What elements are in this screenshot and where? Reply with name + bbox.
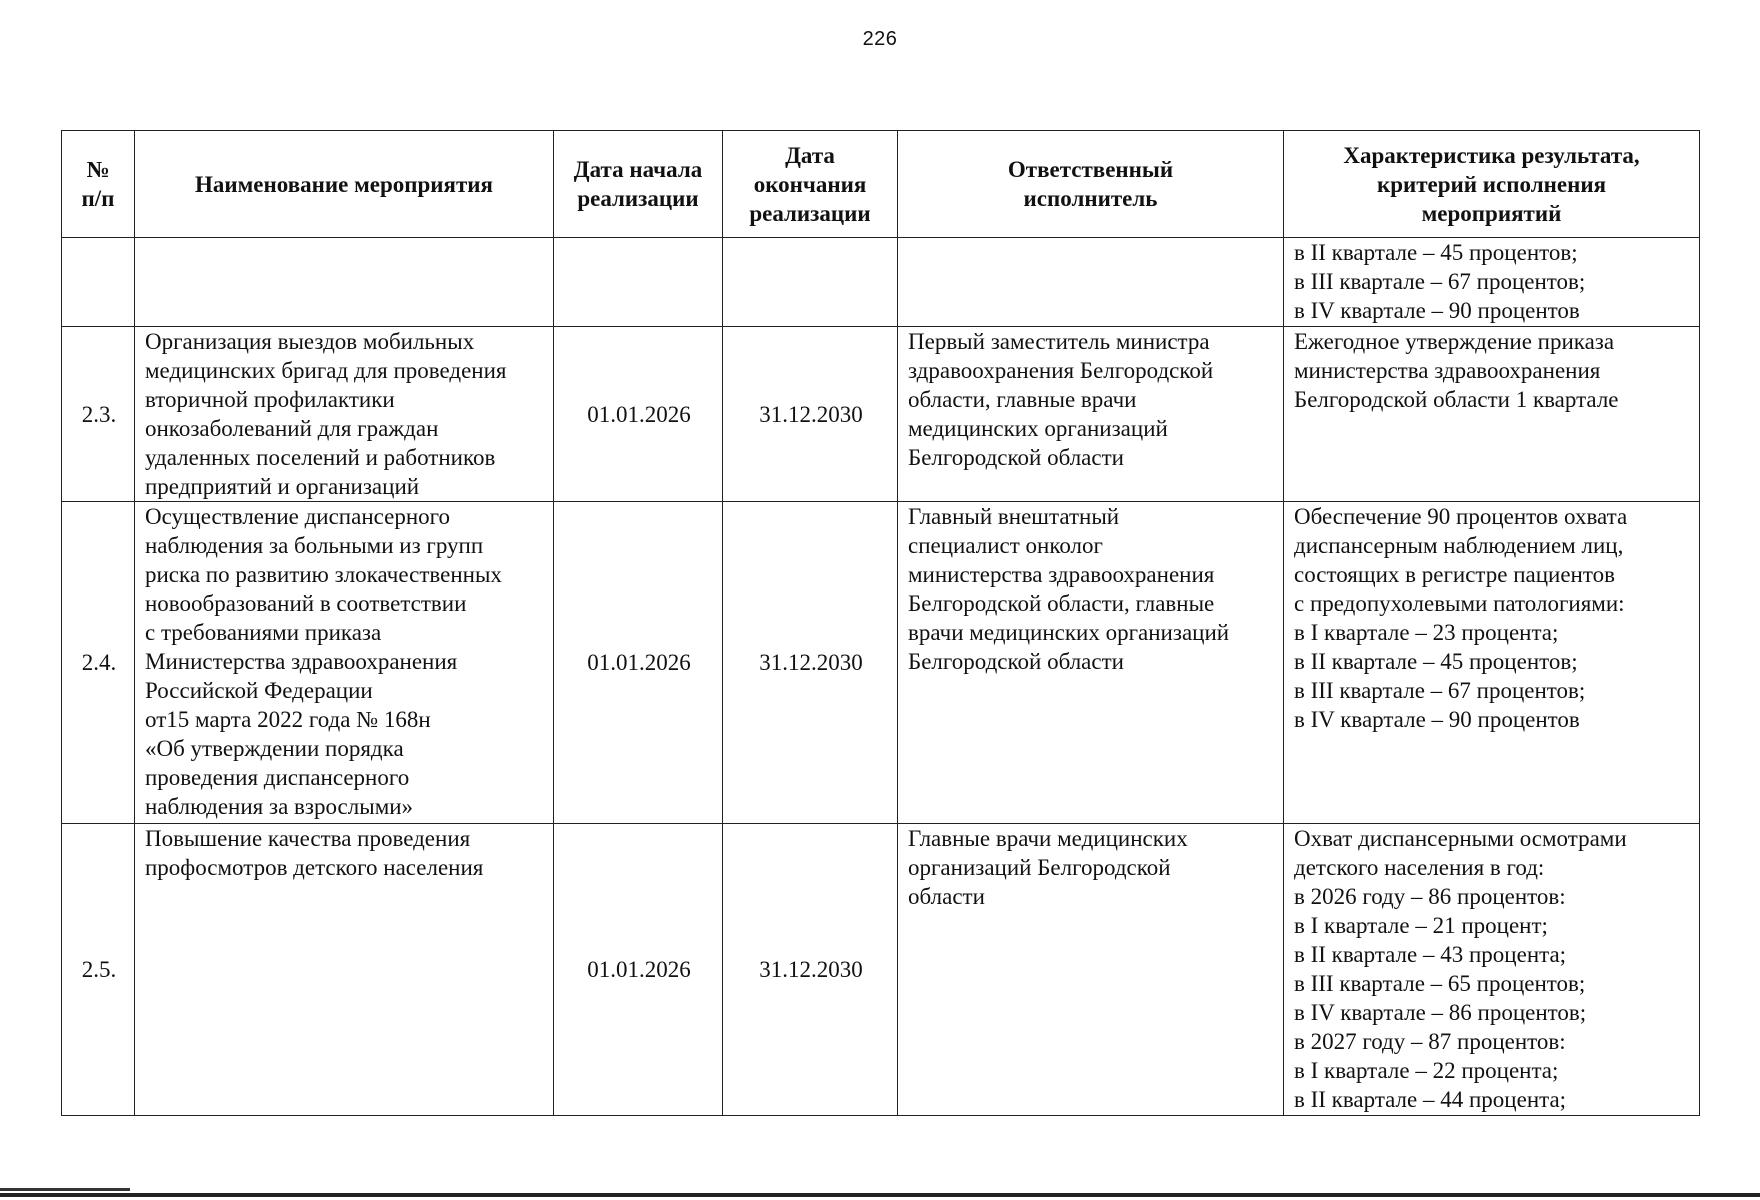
row-responsible [898, 327, 1284, 502]
text-line: Первый заместитель министра [908, 329, 1210, 354]
text-line: здравоохранения Белгородской [908, 358, 1214, 383]
text-line: Белгородской области [908, 445, 1124, 470]
text-line: в III квартале – 65 процентов; [1294, 971, 1586, 996]
row-start-date: 01.01.2026 [554, 502, 723, 824]
scan-edge-mark [0, 1188, 130, 1191]
table-row [62, 824, 1700, 1116]
text-line: области [908, 884, 985, 909]
text-line: медицинских организаций [908, 416, 1168, 441]
text-line: Характеристика результата, [1343, 142, 1640, 168]
row-number [62, 238, 135, 327]
text-line: реализации [749, 200, 871, 226]
text-line: министерства здравоохранения [1294, 358, 1601, 383]
row-end-date: 31.12.2030 [723, 327, 898, 502]
text-line: Министерства здравоохранения [145, 649, 458, 674]
row-activity-name [135, 238, 554, 327]
text-line: в 2027 году – 87 процентов: [1294, 1029, 1566, 1054]
text-line: в I квартале – 23 процента; [1294, 620, 1559, 645]
text-line: организаций Белгородской [908, 855, 1171, 880]
text-line: области, главные врачи [908, 387, 1137, 412]
text-line: в I квартале – 21 процент; [1294, 913, 1548, 938]
activities-table [61, 130, 1700, 1116]
text-line: в II квартале – 43 процента; [1294, 942, 1567, 967]
text-line: риска по развитию злокачественных [145, 562, 502, 587]
text-line: Обеспечение 90 процентов охвата [1294, 504, 1628, 529]
text-line: Белгородской области [908, 649, 1124, 674]
text-line: вторичной профилактики [145, 387, 395, 412]
text-line: удаленных поселений и работников [145, 445, 496, 470]
text-line: состоящих в регистре пациентов [1294, 562, 1615, 587]
text-line: Осуществление диспансерного [145, 504, 450, 529]
text-line: Дата начала [573, 157, 703, 182]
text-line: Охват диспансерными осмотрами [1294, 826, 1627, 851]
text-line: профосмотров детского населения [145, 855, 484, 880]
text-line: с требованиями приказа [145, 620, 382, 645]
text-line: исполнитель [1023, 186, 1158, 211]
text-line: наблюдения за больными из групп [145, 533, 484, 558]
text-line: в III квартале – 67 процентов; [1294, 678, 1586, 703]
text-line: в I квартале – 22 процента; [1294, 1058, 1559, 1083]
table-row [62, 502, 1700, 824]
text-line: диспансерным наблюдением лиц, [1294, 533, 1624, 558]
row-activity-name [135, 824, 554, 1116]
text-line: окончания [753, 171, 867, 197]
row-end-date: 31.12.2030 [723, 502, 898, 824]
text-line: «Об утверждении порядка [145, 736, 404, 761]
row-number: 2.5. [62, 824, 135, 1116]
text-line: Наименование мероприятия [195, 171, 493, 197]
text-line: новообразований в соответствии [145, 591, 467, 616]
table-row [62, 238, 1700, 327]
table-row [62, 327, 1700, 502]
text-line: Главные врачи медицинских [908, 826, 1188, 851]
text-line: предприятий и организаций [145, 474, 420, 499]
row-end-date [723, 238, 898, 327]
text-line: в IV квартале – 90 процентов [1294, 707, 1580, 732]
text-line: в III квартале – 67 процентов; [1294, 269, 1586, 294]
row-start-date: 01.01.2026 [554, 327, 723, 502]
header-number [62, 131, 135, 238]
row-result [1284, 238, 1700, 327]
text-line: п/п [81, 186, 115, 211]
text-line: Белгородской области 1 квартале [1294, 387, 1619, 412]
row-result [1284, 824, 1700, 1116]
text-line: Российской Федерации [145, 678, 373, 703]
text-line: Главный внештатный [908, 504, 1120, 529]
text-line: критерий исполнения [1376, 171, 1607, 197]
header-end-date [723, 131, 898, 238]
text-line: реализации [577, 186, 699, 211]
text-line: в IV квартале – 90 процентов [1294, 298, 1580, 323]
header-result [1284, 131, 1700, 238]
text-line: медицинских бригад для проведения [145, 358, 507, 383]
header-start-date [554, 131, 723, 238]
header-activity-name [135, 131, 554, 238]
text-line: врачи медицинских организаций [908, 620, 1230, 645]
row-responsible [898, 824, 1284, 1116]
text-line: № [86, 157, 110, 182]
text-line: в 2026 году – 86 процентов: [1294, 884, 1566, 909]
text-line: специалист онколог [908, 533, 1103, 558]
header-responsible [898, 131, 1284, 238]
text-line: в II квартале – 44 процента; [1294, 1087, 1567, 1112]
text-line: наблюдения за взрослыми» [145, 794, 414, 819]
row-end-date: 31.12.2030 [723, 824, 898, 1116]
text-line: с предопухолевыми патологиями: [1294, 591, 1625, 616]
text-line: Повышение качества проведения [145, 826, 471, 851]
row-start-date [554, 238, 723, 327]
page-bottom-rule [0, 1193, 1760, 1197]
text-line: Дата [785, 142, 835, 168]
text-line: онкозаболеваний для граждан [145, 416, 439, 441]
row-result [1284, 327, 1700, 502]
row-number: 2.4. [62, 502, 135, 824]
row-responsible [898, 502, 1284, 824]
text-line: проведения диспансерного [145, 765, 410, 790]
text-line: Ежегодное утверждение приказа [1294, 329, 1615, 354]
text-line: министерства здравоохранения [908, 562, 1215, 587]
row-activity-name [135, 327, 554, 502]
row-result [1284, 502, 1700, 824]
text-line: мероприятий [1421, 200, 1562, 226]
text-line: Организация выездов мобильных [145, 329, 475, 354]
page-number: 226 [862, 28, 898, 50]
text-line: в IV квартале – 86 процентов; [1294, 1000, 1587, 1025]
row-activity-name [135, 502, 554, 824]
row-number: 2.3. [62, 327, 135, 502]
text-line: Белгородской области, главные [908, 591, 1215, 616]
text-line: детского населения в год: [1294, 855, 1545, 880]
text-line: от15 марта 2022 года № 168н [145, 707, 431, 732]
text-line: в II квартале – 45 процентов; [1294, 649, 1578, 674]
table-header-row [62, 131, 1700, 238]
text-line: Ответственный [1007, 157, 1174, 182]
row-start-date: 01.01.2026 [554, 824, 723, 1116]
text-line: в II квартале – 45 процентов; [1294, 240, 1578, 265]
row-responsible [898, 238, 1284, 327]
